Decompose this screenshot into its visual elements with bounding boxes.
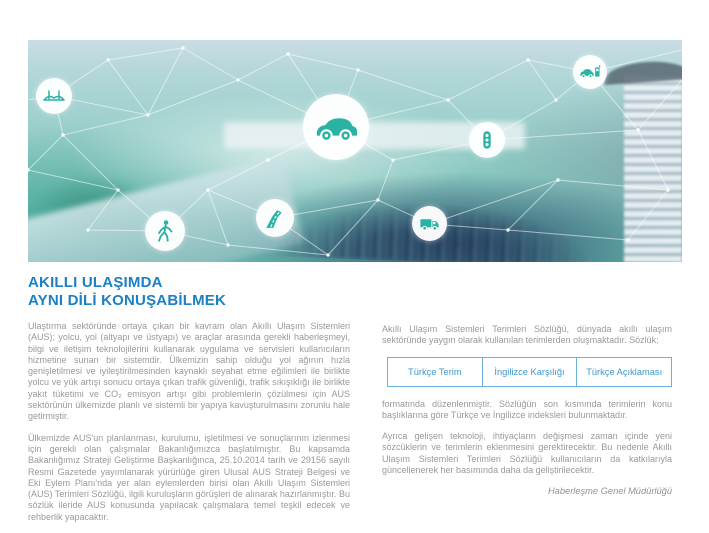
bridge-icon — [36, 78, 72, 114]
ev-charging-icon — [573, 55, 607, 89]
table-cell-ingilizce-karsiligi: İngilizce Karşılığı — [482, 357, 578, 387]
traffic-light-icon — [469, 122, 505, 158]
highway-icon — [256, 199, 294, 237]
glossary-format-table — [387, 357, 672, 387]
page-title-line2: AYNI DİLİ KONUŞABİLMEK — [28, 292, 227, 309]
table-cell-turkce-aciklamasi: Türkçe Açıklaması — [576, 357, 672, 387]
page-title — [28, 274, 226, 310]
truck-icon — [412, 206, 447, 241]
page-title-line1: AKILLI ULAŞIMDA — [28, 274, 163, 291]
left-paragraph-1: Ulaştırma sektöründe ortaya çıkan bir kavram olan Akıllı Ulaşım Sistemleri (AUS); yolcu, yol (altyapı ve üstyapı) ve araçlar arasında gerekli haberleşmeyi, bilgi ve iletişim teknolojilerini kullanarak uygulama ve servisleri kullanıcıların hizmetine sunan bir sistemdir. Ülkemizin sahip olduğu yol ağının hızla genişletilmesi ve iyileştirilmesinden kaynaklı seyahat etme eğilimleri ile birlikte yolcu ve yük artışı sonucu ortaya çıkan trafik güvenliği, trafik sıkışıklığı ile birlikte yakıt tüketimi ve CO₂ emisyon artışı gibi problemlerin çözülmesi için AUS sektörünün ülkemizde planlı ve sistemli bir yapıya kavuşturulmasını zorunlu hale getirmiştir. — [28, 321, 350, 422]
pedestrian-icon — [145, 211, 185, 251]
right-paragraph-2: formatında düzenlenmiştir. Sözlüğün son kısmında terimlerin konu başlıklarına göre Türkçe ve İngilizce indeksleri bulunmaktadır. — [382, 398, 672, 420]
table-cell-turkce-terim: Türkçe Terim — [387, 357, 483, 387]
left-column — [28, 321, 350, 533]
right-paragraph-1: Akıllı Ulaşım Sistemleri Terimleri Sözlüğü, dünyada akıllı ulaşım sektöründe yaygın olarak kullanılan terimlerden oluşmaktadır. Sözlük; — [382, 324, 672, 346]
car-icon — [303, 94, 369, 160]
right-paragraph-3: Ayrıca gelişen teknoloji, ihtiyaçların değişmesi zaman içinde yeni sözcüklerin ve terimlerin eklenmesini gerektirecektir. Bu nedenle Akıllı Ulaşım Sistemleri Terimleri Sözlüğü kullanıcıların da katkılarıyla güncellenerek her basımında daha da geliştirilecektir. — [382, 431, 672, 476]
right-column — [382, 324, 672, 496]
signature: Haberleşme Genel Müdürlüğü — [547, 486, 672, 497]
left-paragraph-2: Ülkemizde AUS'un planlanması, kurulumu, işletilmesi ve sonuçlarının izlenmesi için gerekli olan çalışmalar Bakanlığımızca başlatılmıştır. Bu kapsamda Bakanlığımız Strateji Geliştirme Başkanlığınca, 25.10.2014 tarih ve 29156 sayılı Resmi Gazetede yayımlanarak yürürlüğe giren Ulusal AUS Strateji Belgesi ve Eki Eylem Planı'nda yer alan eylemlerden birisi olan Akıllı Ulaşım Sistemleri (AUS) Terimleri Sözlüğü, ilgili kuruluşların görüşleri de alınarak hazırlanmıştır. Bu sözlük ileride AUS konusunda yapılacak çalışmalara temel teşkil edecek ve rehberlik yapacaktır. — [28, 432, 350, 522]
hero-image — [28, 40, 682, 262]
